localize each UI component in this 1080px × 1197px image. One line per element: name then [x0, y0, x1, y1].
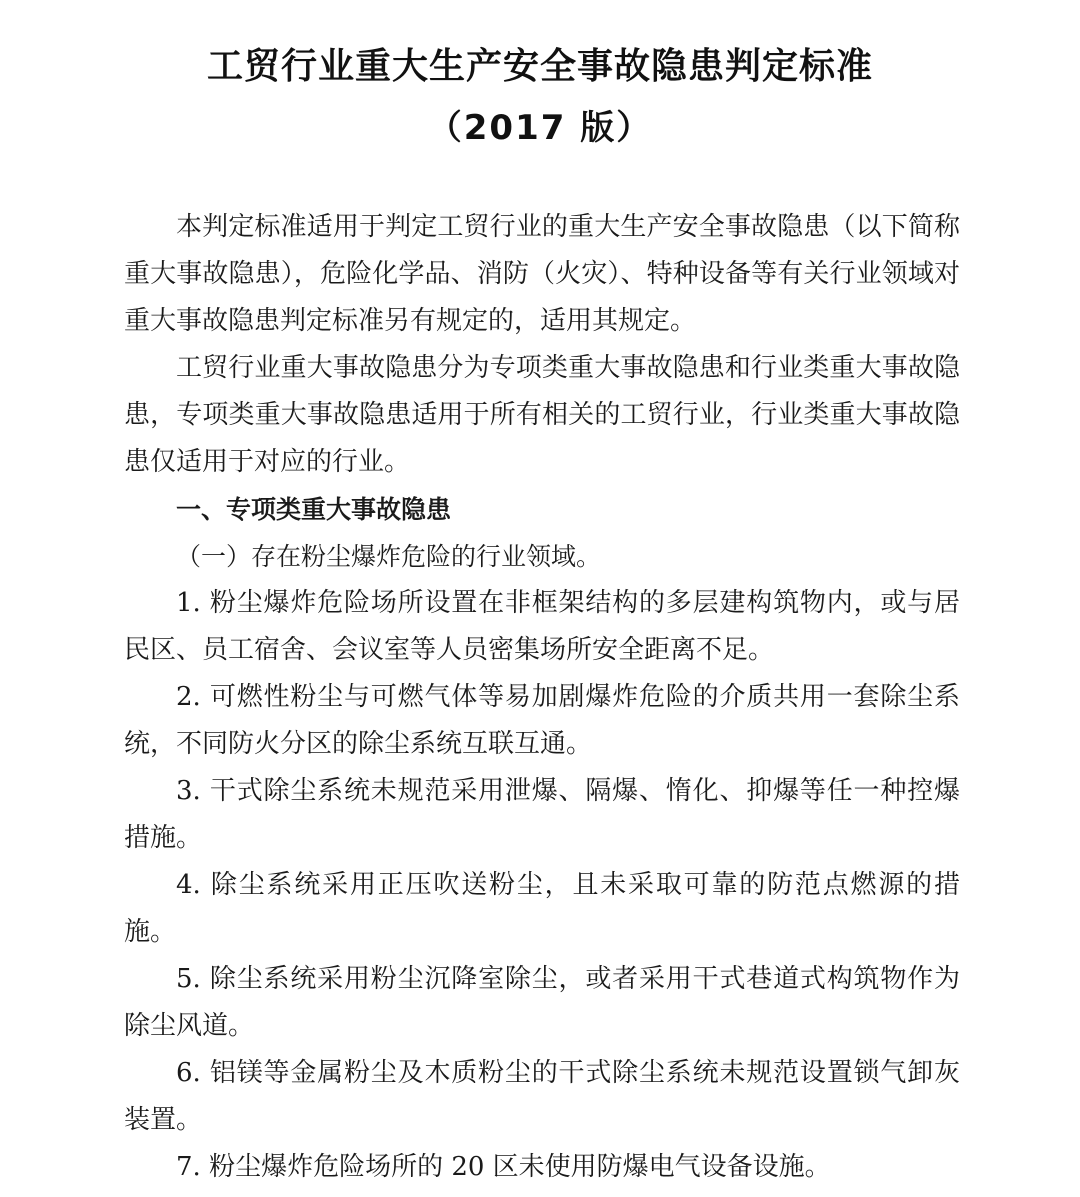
section-heading: 一、专项类重大事故隐患 [176, 495, 452, 524]
list-item: 3. 干式除尘系统未规范采用泄爆、隔爆、惰化、抑爆等任一种控爆措施。 [124, 776, 960, 853]
subsection-heading: （一）存在粉尘爆炸危险的行业领域。 [176, 542, 602, 571]
list-item: 2. 可燃性粉尘与可燃气体等易加剧爆炸危险的介质共用一套除尘系统，不同防火分区的除尘系统互联互通。 [124, 682, 960, 759]
paragraph-classification: 工贸行业重大事故隐患分为专项类重大事故隐患和行业类重大事故隐患，专项类重大事故隐患适用于所有相关的工贸行业，行业类重大事故隐患仅适用于对应的行业。 [124, 353, 960, 477]
document-subtitle: （2017 版） [427, 108, 653, 148]
document-body [124, 204, 960, 1191]
document-title: 工贸行业重大生产安全事故隐患判定标准 [206, 46, 873, 87]
list-item: 4. 除尘系统采用正压吹送粉尘，且未采取可靠的防范点燃源的措施。 [124, 870, 960, 947]
list-item: 1. 粉尘爆炸危险场所设置在非框架结构的多层建构筑物内，或与居民区、员工宿舍、会议室等人员密集场所安全距离不足。 [124, 588, 960, 665]
list-item: 6. 铝镁等金属粉尘及木质粉尘的干式除尘系统未规范设置锁气卸灰装置。 [124, 1058, 960, 1135]
list-item: 5. 除尘系统采用粉尘沉降室除尘，或者采用干式巷道式构筑物作为除尘风道。 [124, 964, 960, 1041]
list-item: 7. 粉尘爆炸危险场所的 20 区未使用防爆电气设备设施。 [176, 1152, 831, 1182]
paragraph-scope: 本判定标准适用于判定工贸行业的重大生产安全事故隐患（以下简称重大事故隐患），危险化学品、消防（火灾）、特种设备等有关行业领域对重大事故隐患判定标准另有规定的，适用其规定。 [124, 212, 960, 336]
